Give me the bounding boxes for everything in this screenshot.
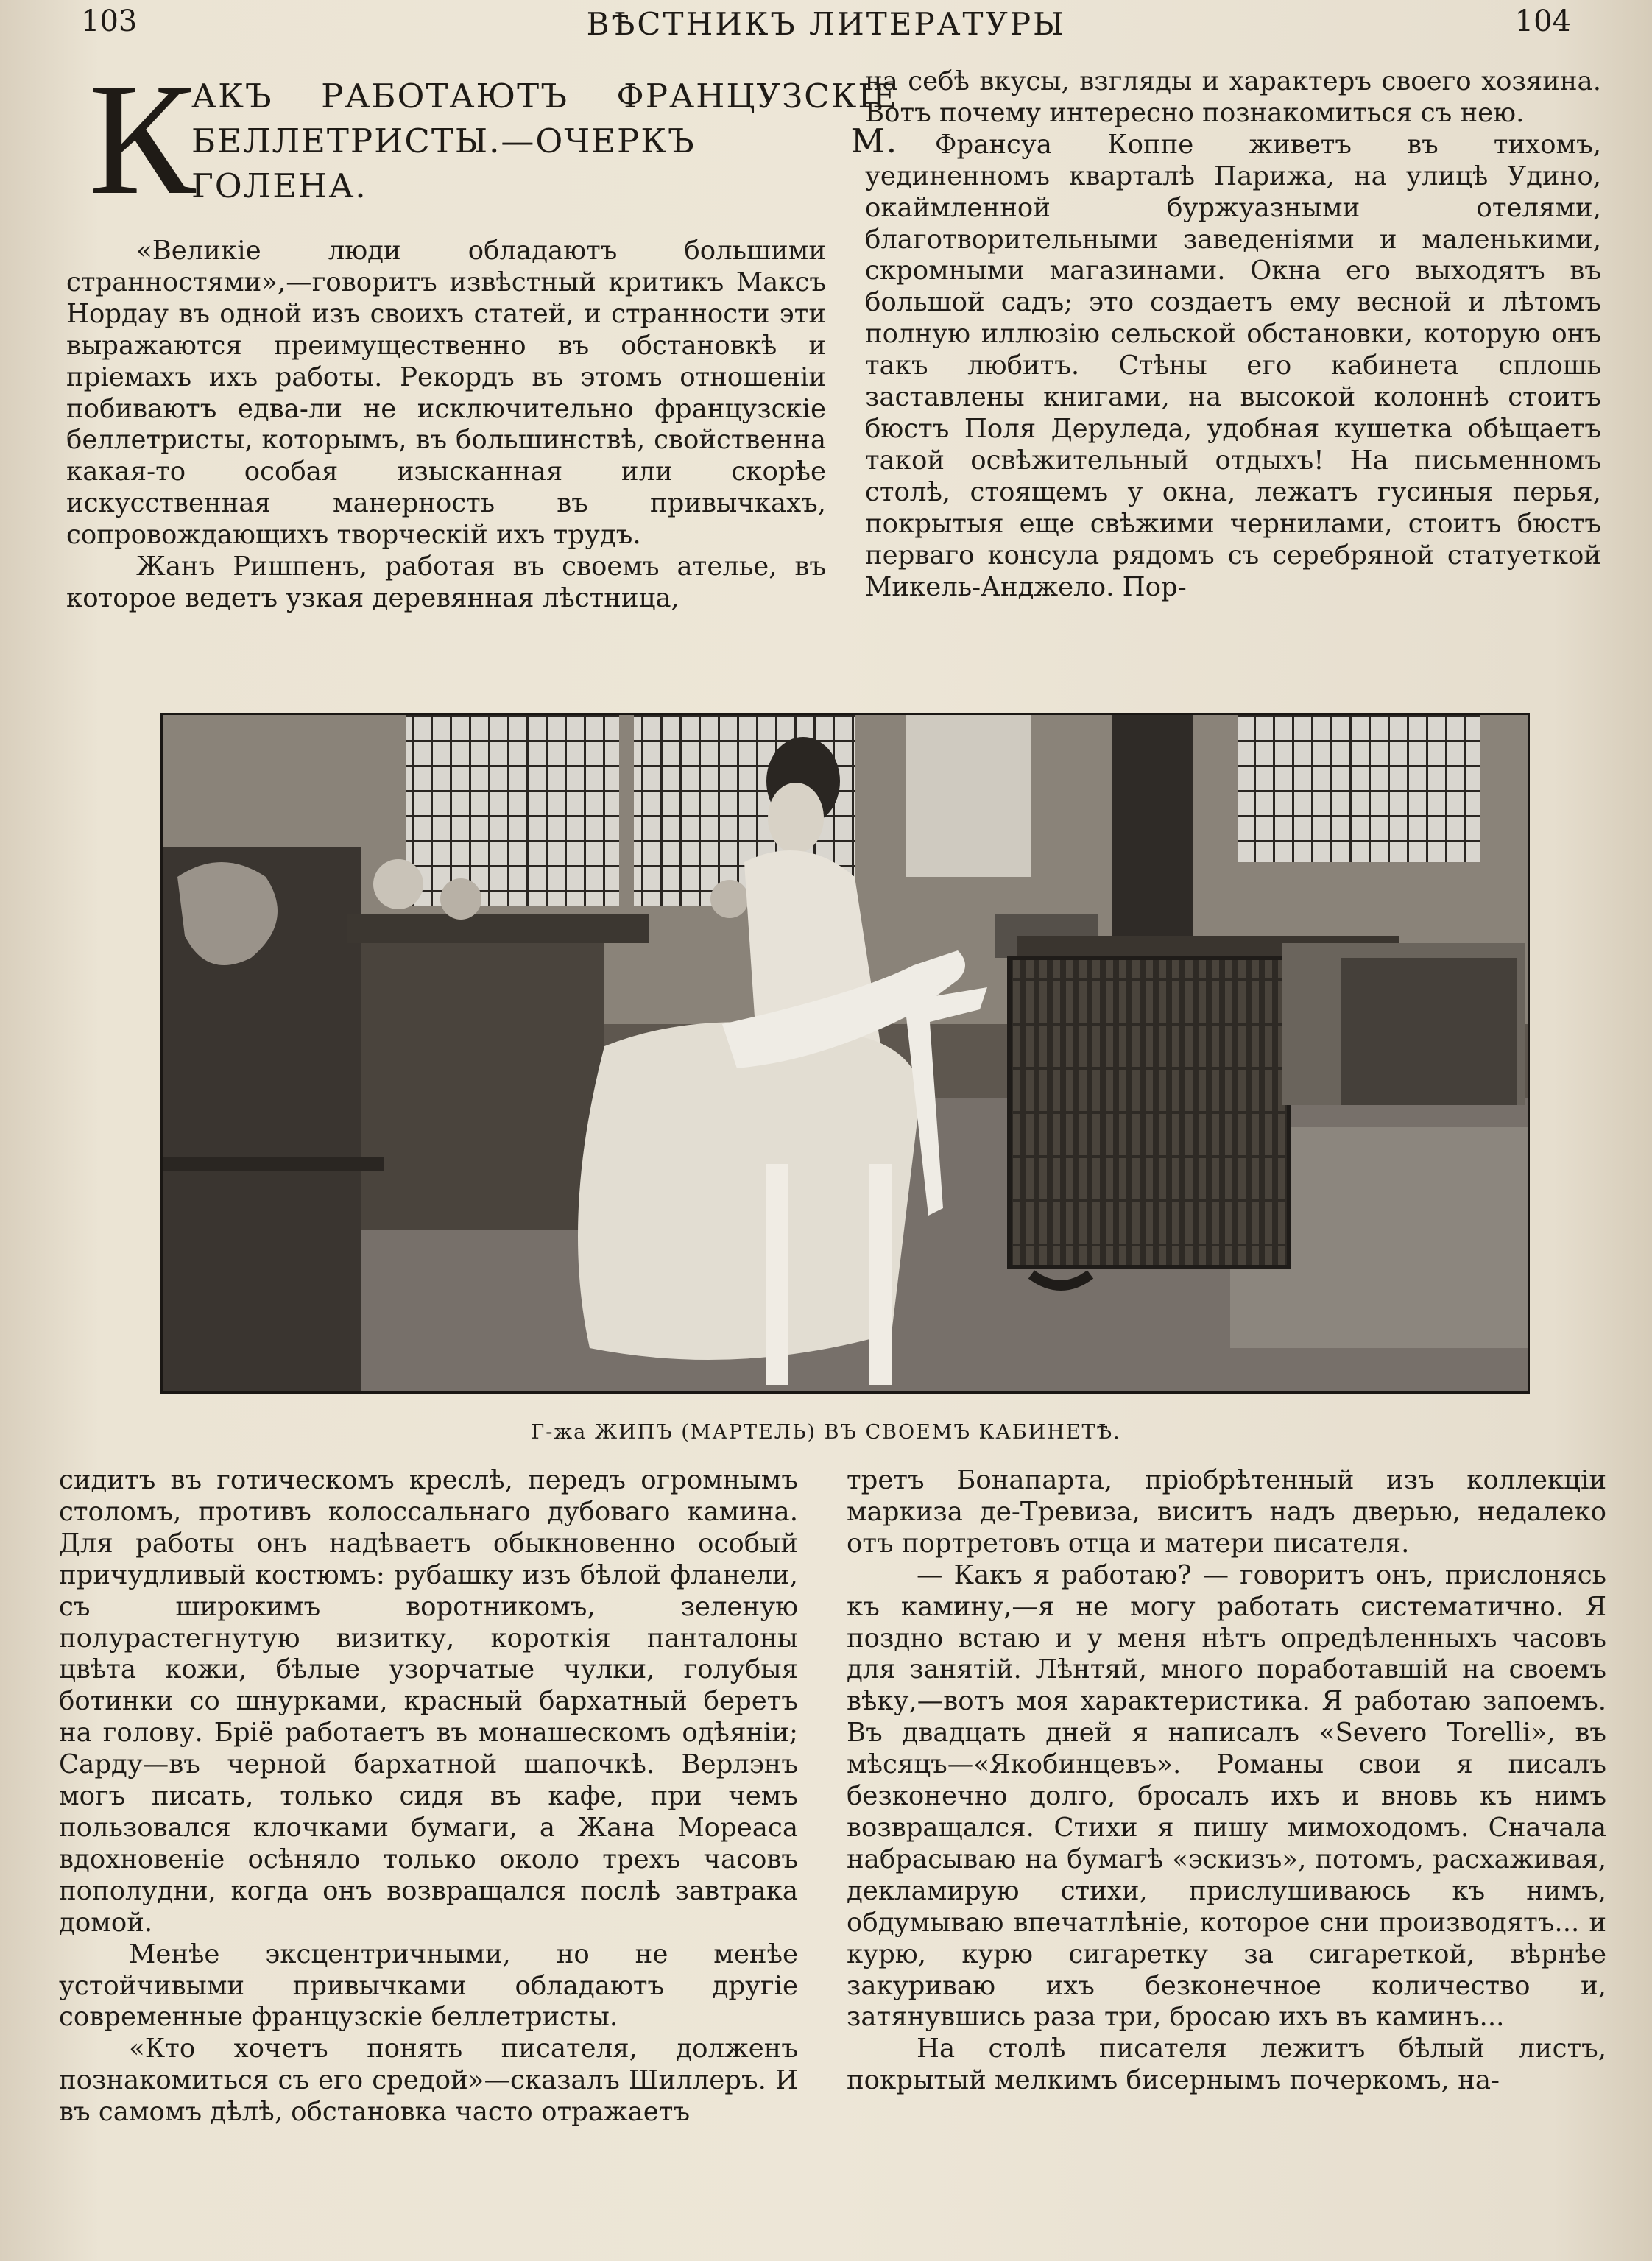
paragraph: Франсуа Коппе живетъ въ тихомъ, уединенномъ кварталѣ Парижа, на улицѣ Удино, окаймленной буржуазными отелями, благотворительными заведеніями и маленькими, скромными магазинами. Окна его выходятъ въ большой садъ; это создаетъ ему весной и лѣтомъ полную иллюзію сельской обстановки, которую онъ такъ любитъ. Стѣны его кабинета сплошь заставлены книгами, на высокой колоннѣ стоитъ бюстъ Поля Деруледа, удобная кушетка обѣщаетъ такой освѣжительный отдыхъ! На письменномъ столѣ, стоящемъ у окна, лежатъ гусиныя перья, покрытыя еще свѣжими чернилами, стоитъ бюстъ перваго консула рядомъ съ серебряной статуеткой Микель-Анджело. Пор-	[865, 129, 1601, 602]
paragraph: сидитъ въ готическомъ креслѣ, передъ огромнымъ столомъ, противъ колоссальнаго дубоваго камина. Для работы онъ надѣваетъ обыкновенно особый причудливый костюмъ: рубашку изъ бѣлой фланели, съ широкимъ воротникомъ, зеленую полурастегнутую визитку, короткія панталоны цвѣта кожи, бѣлые узорчатые чулки, голубыя ботинки со шнурками, красный бархатный беретъ на голову. Бріё работаетъ въ монашескомъ одѣяніи; Сарду—въ черной бархатной шапочкѣ. Верлэнъ могъ писать, только сидя въ кафе, при чемъ пользовался клочками бумаги, а Жана Мореаса вдохновеніе осѣняло только около трехъ часовъ пополудни, когда онъ возвращался послѣ завтрака домой.	[59, 1465, 798, 1938]
paragraph: «Великіе люди обладаютъ большими странностями»,—говоритъ извѣстный критикъ Максъ Нордау въ одной изъ своихъ статей, и странности эти выражаются преимущественно въ обстановкѣ и пріемахъ ихъ работы. Рекордъ въ этомъ отношеніи побиваютъ едва-ли не исключительно французскіе беллетристы, которымъ, въ большинствѣ, свойственна какая-то особая изысканная или скорѣе искусственная манерность въ привычкахъ, сопровождающихъ творческій ихъ трудъ.	[66, 236, 826, 551]
drop-cap: К	[88, 51, 196, 228]
running-title: ВѢСТНИКЪ ЛИТЕРАТУРЫ	[586, 6, 1066, 42]
column-bottom-right	[847, 1465, 1606, 2097]
paragraph: Жанъ Ришпенъ, работая въ своемъ ательe, въ которое ведетъ узкая деревянная лѣстница,	[66, 551, 826, 613]
photo-caption: Г-жа ЖИПЪ (МАРТЕЛЬ) ВЪ СВОЕМЪ КАБИНЕТѢ.	[531, 1421, 1121, 1444]
page-header	[0, 0, 1652, 44]
photo-illustration	[163, 715, 1528, 1391]
paragraph: третъ Бонапарта, пріобрѣтенный изъ коллекціи маркиза де-Тревиза, виситъ надъ дверью, недалеко отъ портретовъ отца и матери писателя.	[847, 1465, 1606, 1559]
paragraph: — Какъ я работаю? — говоритъ онъ, прислонясь къ камину,—я не могу работать систематично. Я поздно встаю и у меня нѣтъ опредѣленныхъ часовъ для занятій. Лѣнтяй, много поработавшій на своемъ вѣку,—вотъ моя характеристика. Я работаю запоемъ. Въ двадцать дней я написалъ «Severo Torelli», въ мѣсяцъ—«Якобинцевъ». Романы свои я писалъ безконечно долго, бросалъ ихъ и вновь къ нимъ возвращался. Стихи я пишу мимоходомъ. Сначала набрасываю на бумагѣ «эскизъ», потомъ, расхаживая, декламирую стихи, прислушиваюсь къ нимъ, обдумываю впечатлѣніе, которое сни производятъ... и курю, курю сигаретку за сигареткой, вѣрнѣе закуриваю ихъ безконечное количество и, затянувшись раза три, бросаю ихъ въ каминъ...	[847, 1559, 1606, 2033]
paragraph: На столѣ писателя лежитъ бѣлый листъ, покрытый мелкимъ бисернымъ почеркомъ, на-	[847, 2034, 1606, 2096]
page-number-right: 104	[1514, 4, 1571, 38]
column-top-left	[66, 51, 898, 615]
column-top-right	[865, 66, 1601, 603]
article-title: АКЪ РАБОТАЮТЪ ФРАНЦУЗСКІЕ БЕЛЛЕТРИСТЫ.—ОЧЕРКЪ М. ГОЛЕНА.	[191, 77, 898, 205]
article-heading	[66, 51, 898, 228]
paragraph: Менѣе эксцентричными, но не менѣе устойчивыми привычками обладаютъ другіе современные французскіе беллетристы.	[59, 1939, 798, 2033]
page-number-left: 103	[81, 4, 138, 38]
paragraph: на себѣ вкусы, взгляды и характеръ своего хозяина. Вотъ почему интересно познакомиться съ нею.	[865, 66, 1601, 128]
column-bottom-left	[59, 1465, 798, 2128]
paragraph: «Кто хочетъ понять писателя, долженъ познакомиться съ его средой»—сказалъ Шиллеръ. И въ самомъ дѣлѣ, обстановка часто отражаетъ	[59, 2034, 798, 2128]
interior-photograph	[160, 713, 1530, 1394]
